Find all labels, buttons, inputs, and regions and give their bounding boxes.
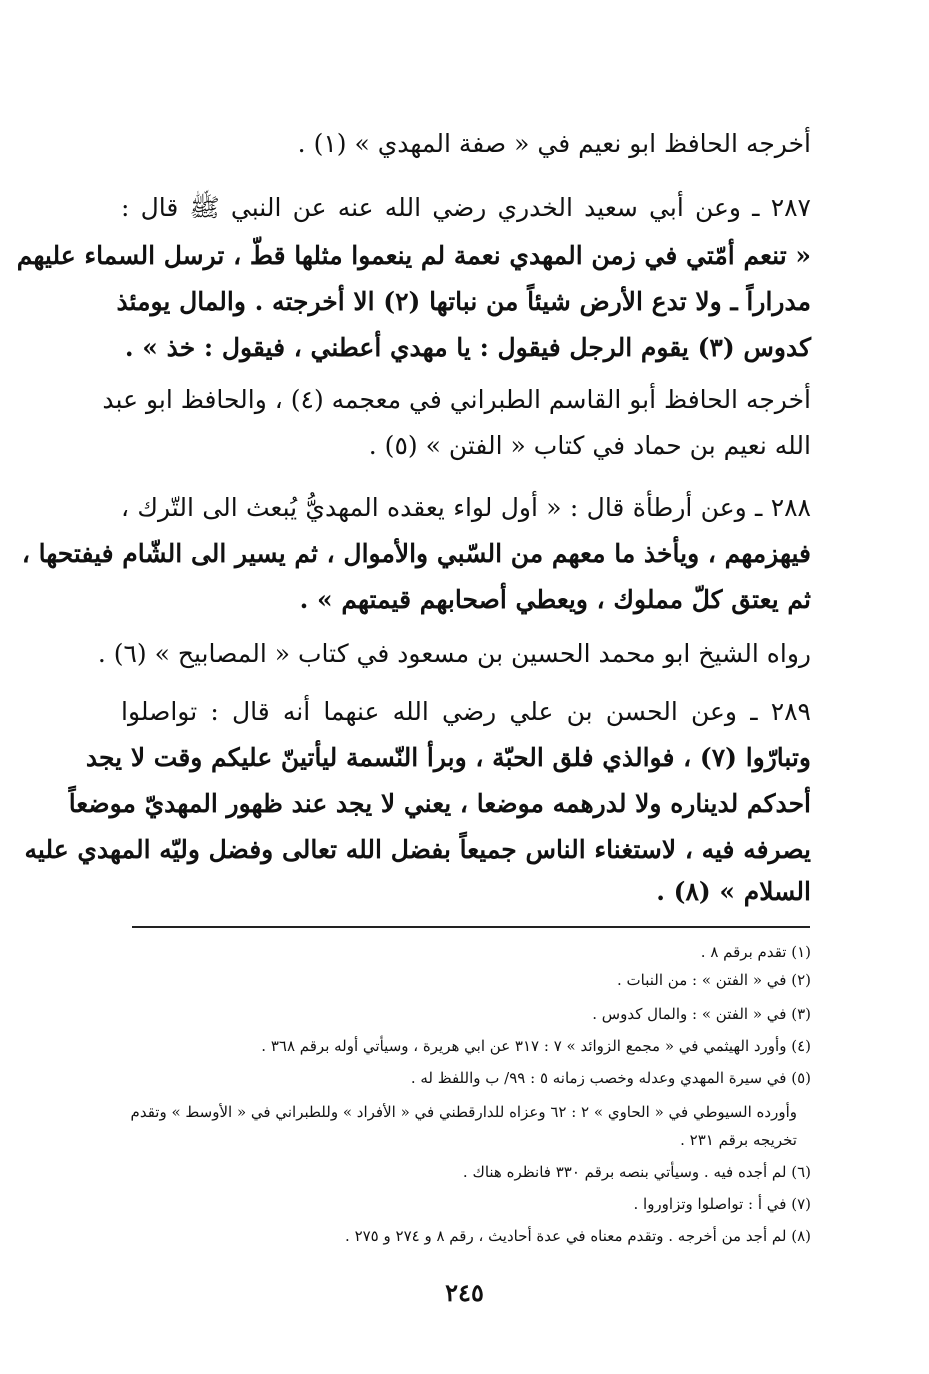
hadith-288-line: ٢٨٨ ـ وعن أرطأة قال : « أول لواء يعقده المهديُّ يُبعث الى التّرك ،: [121, 493, 811, 522]
hadith-287-line: « تنعم أمّتي في زمن المهدي نعمة لم ينعموا مثلها قطّ ، ترسل السماء عليهم: [16, 241, 811, 270]
hadith-287-line: ٢٨٧ ـ وعن أبي سعيد الخدري رضي الله عنه عن النبي ﷺ قال :: [121, 193, 811, 222]
hadith-289-line: وتبارّوا (٧) ، فوالذي فلق الحبّة ، وبرأ النّسمة ليأتينّ عليكم وقت لا يجد: [85, 743, 811, 772]
footnote: تخريجه برقم ٢٣١ .: [680, 1131, 797, 1149]
hadith-289-line: السلام » (٨) .: [656, 877, 811, 906]
hadith-288-line: ثم يعتق كلّ مملوك ، ويعطي أصحابهم قيمتهم » .: [299, 585, 811, 614]
footnote: (٦) لم أجده فيه . وسيأتي بنصه برقم ٣٣٠ فانظره هناك .: [462, 1163, 811, 1181]
text-line: الله نعيم بن حماد في كتاب « الفتن » (٥) .: [368, 431, 811, 460]
footnote: (٥) في سيرة المهدي وعدله وخصب زمانه ٥ : ٩٩/ ب واللفظ له .: [410, 1069, 811, 1087]
page-number: ٢٤٥: [445, 1278, 484, 1307]
text-line: أخرجه الحافظ أبو القاسم الطبراني في معجمه (٤) ، والحافظ ابو عبد: [102, 385, 811, 414]
hadith-287-line: كدوس (٣) يقوم الرجل فيقول : يا مهدي أعطني ، فيقول : خذ » .: [124, 333, 811, 362]
footnote: (٧) في أ : تواصلوا وتزاوروا .: [633, 1195, 811, 1213]
footnote: (٣) في « الفتن » : والمال كدوس .: [592, 1005, 811, 1023]
text-line: أخرجه الحافظ ابو نعيم في « صفة المهدي » (١) .: [297, 129, 811, 158]
footnote: (٨) لم أجد من أخرجه . وتقدم معناه في عدة أحاديث ، رقم ٨ و ٢٧٤ و ٢٧٥ .: [345, 1227, 811, 1245]
footnote: (٤) وأورد الهيثمي في « مجمع الزوائد » ٧ : ٣١٧ عن ابي هريرة ، وسيأتي أوله برقم ٣٦٨ .: [261, 1037, 811, 1055]
footnote: وأورده السيوطي في « الحاوي » ٢ : ٦٢ وعزاه للدارقطني في « الأفراد » وللطبراني في « الأوسط » وتقدم: [130, 1103, 797, 1121]
footnote-separator: [132, 926, 810, 928]
hadith-287-line: مدراراً ـ ولا تدع الأرض شيئاً من نباتها (٢) الا أخرجته . والمال يومئذ: [116, 287, 811, 316]
hadith-288-line: فيهزمهم ، ويأخذ ما معهم من السّبي والأموال ، ثم يسير الى الشّام فيفتحها ،: [21, 539, 811, 568]
hadith-289-line: أحدكم لديناره ولا لدرهمه موضعا ، يعني لا يجد عند ظهور المهديّ موضعاً: [68, 789, 811, 818]
hadith-289-line: يصرفه فيه ، لاستغناء الناس جميعاً بفضل الله تعالى وفضل وليّه المهدي عليه: [24, 835, 811, 864]
hadith-289-line: ٢٨٩ ـ وعن الحسن بن علي رضي الله عنهما أنه قال : تواصلوا: [121, 697, 811, 726]
text-line: رواه الشيخ ابو محمد الحسين بن مسعود في كتاب « المصابيح » (٦) .: [97, 639, 811, 668]
footnote: (١) تقدم برقم ٨ .: [700, 943, 811, 961]
footnote: (٢) في « الفتن » : من النبات .: [617, 971, 811, 989]
